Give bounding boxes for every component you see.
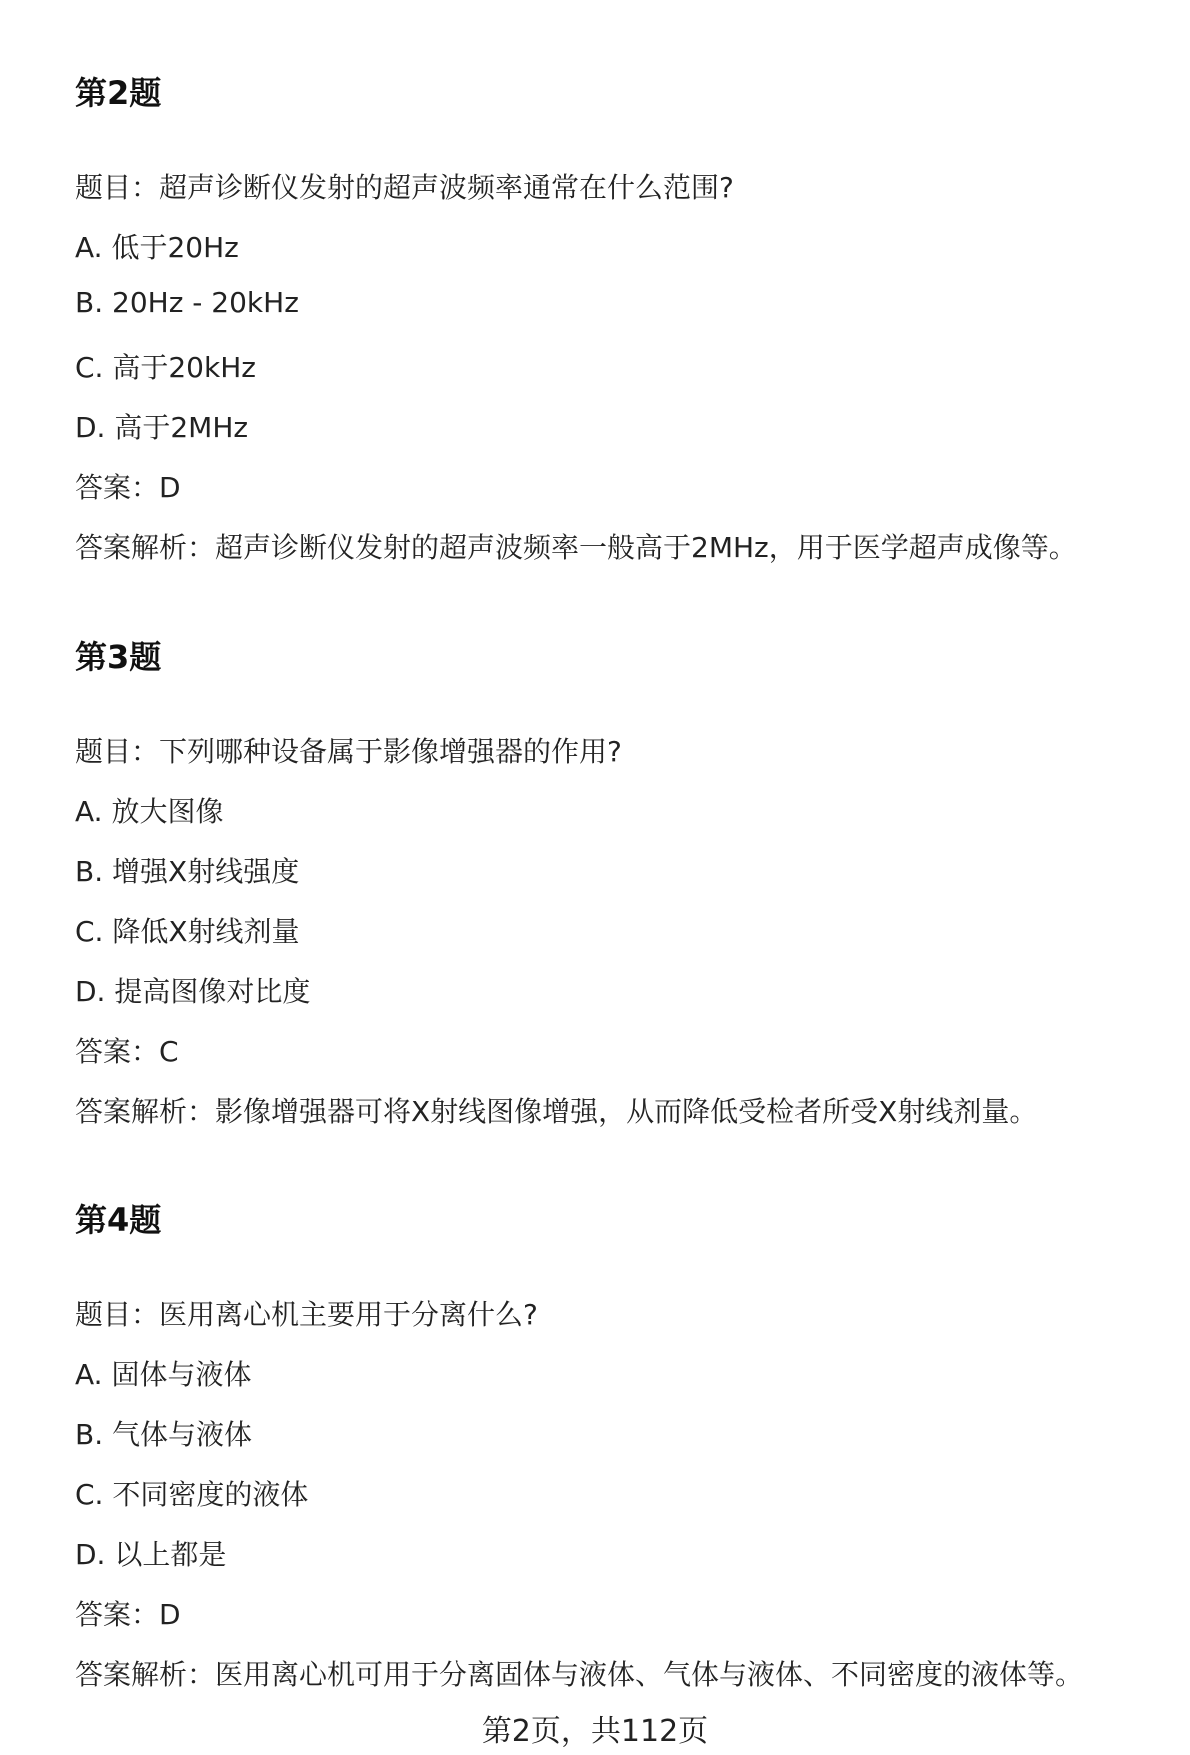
page-footer: 第2页，共112页 bbox=[481, 1714, 709, 1749]
option-a: A. 低于20Hz bbox=[75, 231, 239, 264]
option-d: D. 以上都是 bbox=[75, 1538, 227, 1571]
question-stem: 题目：下列哪种设备属于影像增强器的作用? bbox=[75, 735, 622, 768]
answer: 答案：D bbox=[75, 471, 181, 504]
option-c: C. 高于20kHz bbox=[75, 351, 256, 384]
option-d: D. 提高图像对比度 bbox=[75, 975, 311, 1008]
question-stem: 题目：医用离心机主要用于分离什么? bbox=[75, 1298, 538, 1331]
option-d: D. 高于2MHz bbox=[75, 411, 249, 444]
option-b: B. 气体与液体 bbox=[75, 1418, 253, 1451]
question-stem: 题目：超声诊断仪发射的超声波频率通常在什么范围? bbox=[75, 171, 734, 204]
question-title: 第3题 bbox=[75, 638, 162, 676]
answer-analysis: 答案解析：影像增强器可将X射线图像增强，从而降低受检者所受X射线剂量。 bbox=[75, 1095, 1038, 1128]
answer: 答案：D bbox=[75, 1598, 181, 1631]
option-b: B. 20Hz - 20kHz bbox=[75, 286, 299, 319]
option-b: B. 增强X射线强度 bbox=[75, 855, 300, 888]
answer-analysis: 答案解析：超声诊断仪发射的超声波频率一般高于2MHz，用于医学超声成像等。 bbox=[75, 531, 1077, 564]
answer-analysis: 答案解析：医用离心机可用于分离固体与液体、气体与液体、不同密度的液体等。 bbox=[75, 1658, 1084, 1691]
option-c: C. 不同密度的液体 bbox=[75, 1478, 309, 1511]
answer: 答案：C bbox=[75, 1035, 179, 1068]
question-title: 第2题 bbox=[75, 74, 162, 112]
option-c: C. 降低X射线剂量 bbox=[75, 915, 300, 948]
question-title: 第4题 bbox=[75, 1201, 162, 1239]
option-a: A. 放大图像 bbox=[75, 795, 224, 828]
option-a: A. 固体与液体 bbox=[75, 1358, 252, 1391]
